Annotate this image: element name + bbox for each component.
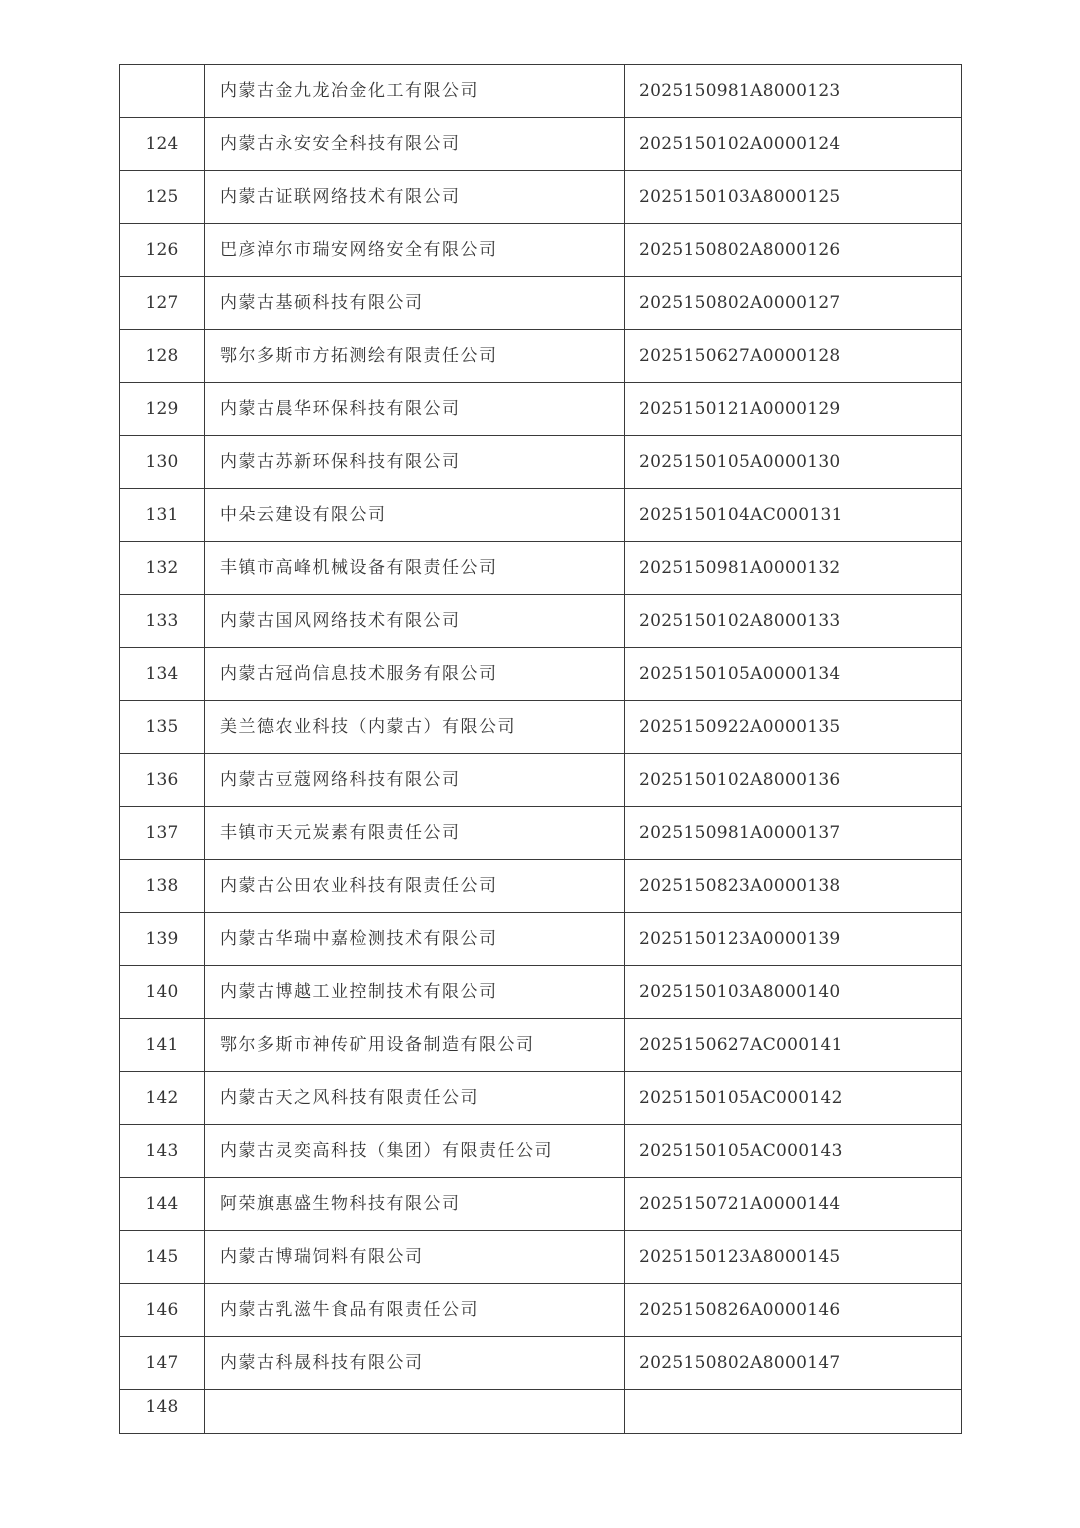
table-row: [120, 277, 962, 330]
row-number: 128: [120, 330, 205, 383]
registration-code: 2025150922A0000135: [625, 701, 962, 754]
registration-code: 2025150105AC000142: [625, 1072, 962, 1125]
table-body: [120, 65, 962, 1434]
row-number: 126: [120, 224, 205, 277]
registration-code: 2025150102A8000136: [625, 754, 962, 807]
company-name: 内蒙古永安安全科技有限公司: [205, 118, 625, 171]
row-number: 130: [120, 436, 205, 489]
registration-code: 2025150105A0000134: [625, 648, 962, 701]
row-number: 148: [120, 1390, 205, 1434]
registration-code: 2025150823A0000138: [625, 860, 962, 913]
company-name: 内蒙古华瑞中嘉检测技术有限公司: [205, 913, 625, 966]
company-name: 鄂尔多斯市神传矿用设备制造有限公司: [205, 1019, 625, 1072]
company-name: 阿荣旗惠盛生物科技有限公司: [205, 1178, 625, 1231]
registration-code: 2025150802A8000126: [625, 224, 962, 277]
row-number: 136: [120, 754, 205, 807]
company-name: 内蒙古灵奕高科技（集团）有限责任公司: [205, 1125, 625, 1178]
table-row: [120, 595, 962, 648]
company-name: 美兰德农业科技（内蒙古）有限公司: [205, 701, 625, 754]
row-number: 139: [120, 913, 205, 966]
registration-code: 2025150981A0000132: [625, 542, 962, 595]
registration-code: 2025150103A8000140: [625, 966, 962, 1019]
registration-code: 2025150123A8000145: [625, 1231, 962, 1284]
company-name: 内蒙古博越工业控制技术有限公司: [205, 966, 625, 1019]
table-row: [120, 648, 962, 701]
table-row: [120, 118, 962, 171]
table-row: [120, 754, 962, 807]
row-number: 138: [120, 860, 205, 913]
registration-code: 2025150627A0000128: [625, 330, 962, 383]
registration-code: [625, 1390, 962, 1434]
company-name: 内蒙古基硕科技有限公司: [205, 277, 625, 330]
registration-code: 2025150802A0000127: [625, 277, 962, 330]
table-row: [120, 383, 962, 436]
row-number: 124: [120, 118, 205, 171]
registration-code: 2025150123A0000139: [625, 913, 962, 966]
company-name: 内蒙古博瑞饲料有限公司: [205, 1231, 625, 1284]
table-row: [120, 701, 962, 754]
row-number: 134: [120, 648, 205, 701]
registration-code: 2025150105A0000130: [625, 436, 962, 489]
company-name: 丰镇市天元炭素有限责任公司: [205, 807, 625, 860]
row-number: 137: [120, 807, 205, 860]
registration-code: 2025150802A8000147: [625, 1337, 962, 1390]
company-name: 内蒙古证联网络技术有限公司: [205, 171, 625, 224]
company-name: 内蒙古晨华环保科技有限公司: [205, 383, 625, 436]
registration-code: 2025150104AC000131: [625, 489, 962, 542]
table-row: [120, 807, 962, 860]
company-name: 内蒙古金九龙冶金化工有限公司: [205, 65, 625, 118]
row-number: 132: [120, 542, 205, 595]
table-row: [120, 489, 962, 542]
row-number: 145: [120, 1231, 205, 1284]
row-number: 140: [120, 966, 205, 1019]
row-number: 141: [120, 1019, 205, 1072]
registration-code: 2025150105AC000143: [625, 1125, 962, 1178]
company-name: 内蒙古天之风科技有限责任公司: [205, 1072, 625, 1125]
company-name: [205, 1390, 625, 1434]
table-row: [120, 1284, 962, 1337]
company-name: 巴彦淖尔市瑞安网络安全有限公司: [205, 224, 625, 277]
row-number: 129: [120, 383, 205, 436]
table-row: [120, 966, 962, 1019]
table-row: [120, 1390, 962, 1434]
row-number: 133: [120, 595, 205, 648]
table-row: [120, 1019, 962, 1072]
row-number: 146: [120, 1284, 205, 1337]
company-name: 内蒙古冠尚信息技术服务有限公司: [205, 648, 625, 701]
registration-code: 2025150102A0000124: [625, 118, 962, 171]
table-row: [120, 1337, 962, 1390]
table-row: [120, 1072, 962, 1125]
company-name: 内蒙古苏新环保科技有限公司: [205, 436, 625, 489]
table-row: [120, 171, 962, 224]
registration-code: 2025150627AC000141: [625, 1019, 962, 1072]
registration-code: 2025150981A0000137: [625, 807, 962, 860]
table-row: [120, 436, 962, 489]
registration-code: 2025150102A8000133: [625, 595, 962, 648]
table-row: [120, 1231, 962, 1284]
company-name: 内蒙古国风网络技术有限公司: [205, 595, 625, 648]
company-name: 内蒙古公田农业科技有限责任公司: [205, 860, 625, 913]
row-number: 147: [120, 1337, 205, 1390]
row-number: 144: [120, 1178, 205, 1231]
company-name: 内蒙古科晟科技有限公司: [205, 1337, 625, 1390]
company-name: 鄂尔多斯市方拓测绘有限责任公司: [205, 330, 625, 383]
registration-code: 2025150826A0000146: [625, 1284, 962, 1337]
row-number: 125: [120, 171, 205, 224]
company-name: 中朵云建设有限公司: [205, 489, 625, 542]
row-number: 131: [120, 489, 205, 542]
table-row: [120, 913, 962, 966]
registration-code: 2025150981A8000123: [625, 65, 962, 118]
row-number: 142: [120, 1072, 205, 1125]
table-row: [120, 330, 962, 383]
company-registry-table: [119, 64, 962, 1434]
row-number: [120, 65, 205, 118]
company-name: 内蒙古豆蔻网络科技有限公司: [205, 754, 625, 807]
table-row: [120, 1178, 962, 1231]
table-row: [120, 224, 962, 277]
row-number: 143: [120, 1125, 205, 1178]
table-row: [120, 860, 962, 913]
registration-code: 2025150121A0000129: [625, 383, 962, 436]
registration-code: 2025150103A8000125: [625, 171, 962, 224]
table-row: [120, 542, 962, 595]
row-number: 127: [120, 277, 205, 330]
company-name: 内蒙古乳滋牛食品有限责任公司: [205, 1284, 625, 1337]
table-row: [120, 1125, 962, 1178]
row-number: 135: [120, 701, 205, 754]
table-row: [120, 65, 962, 118]
registration-code: 2025150721A0000144: [625, 1178, 962, 1231]
company-name: 丰镇市高峰机械设备有限责任公司: [205, 542, 625, 595]
